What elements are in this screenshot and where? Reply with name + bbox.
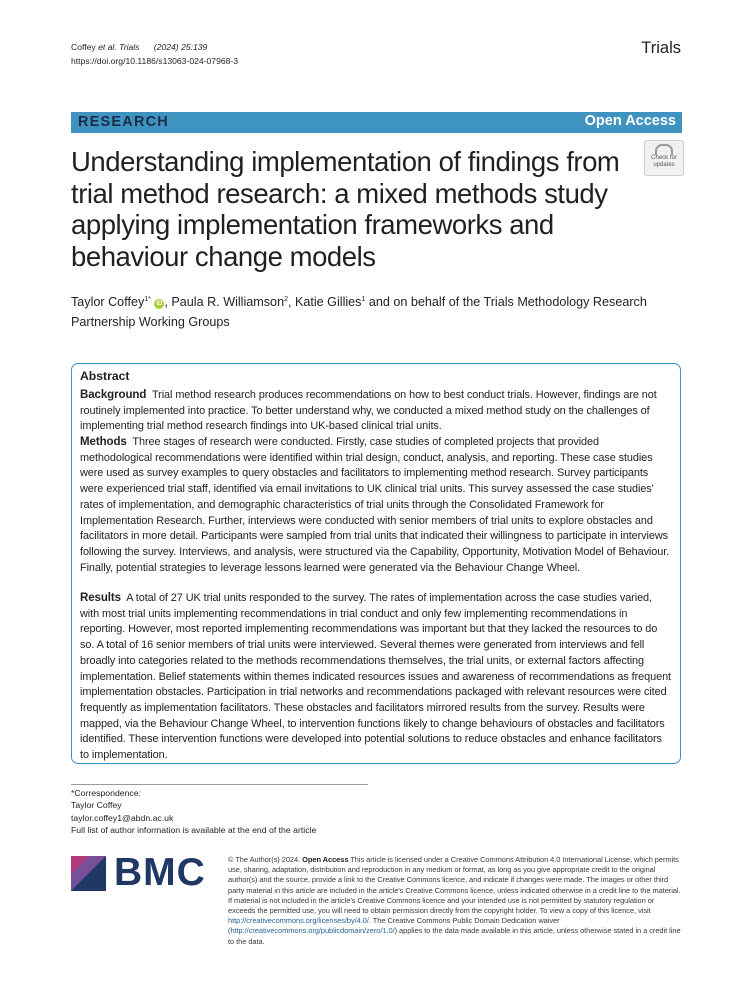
citation-journal: et al. Trials bbox=[98, 42, 140, 52]
citation-block bbox=[71, 41, 238, 68]
article-type-label: RESEARCH bbox=[78, 114, 169, 130]
author-name[interactable]: Taylor Coffey bbox=[71, 295, 145, 310]
license-body-3: ) applies to the data made available in this article, unless otherwise stated in a credit line to the data. bbox=[228, 926, 681, 946]
author-affiliation: 1* bbox=[144, 296, 151, 303]
check-for-updates-badge[interactable] bbox=[644, 140, 684, 176]
abstract-methods bbox=[80, 435, 672, 576]
correspondence-name: Taylor Coffey bbox=[71, 800, 122, 811]
check-updates-line2: updates bbox=[653, 162, 675, 168]
methods-text: Three stages of research were conducted. Firstly, case studies of completed projects that provided methodological recommendations were identified within trial design, conduct, analysis, and reporting. These case studies were used as survey examples to query obstacles and facilitators to implementing method research. Survey participants were experienced trial staff, identified via email invitations to UK clinical trial units. This survey assessed the case studies' rates of implementation, and demographic characteristics of trial units through the Consolidated Framework for Implementation Research. Further, interviews were conducted with senior members of trial units to explore obstacles and facilitators in more detail. Participants were sampled from trial units that indicated their willingness to participate in interviews following the survey. Interviews, and analysis, were structured via the Capability, Opportunity, Motivation Model of Behaviour. Finally, potential strategies to leverage lessons learned were generated via the Behaviour Change Wheel. bbox=[80, 436, 670, 574]
license-body: This article is licensed under a Creative Commons Attribution 4.0 International License, which permits use, sharing, adaptation, distribution and reproduction in any medium or format, as long as you give appropriate credit to the original author(s) and the source, provide a link to the Creative Commons licence, and indicate if changes were made. The images or other third party material in this article are included in the article's Creative Commons licence, unless indicated otherwise in a credit line to the material. If material is not included in the article's Creative Commons licence and your intended use is not permitted by statutory regulation or exceeds the permitted use, you will need to obtain permission directly from the copyright holder. To view a copy of this licence, visit bbox=[228, 855, 681, 916]
open-access-label: Open Access bbox=[584, 113, 676, 129]
doi-link[interactable]: https://doi.org/10.1186/s13063-024-07968-3 bbox=[71, 55, 239, 66]
methods-label: Methods bbox=[80, 436, 127, 448]
article-title: Understanding implementation of findings from trial method research: a mixed methods study applying implementation frameworks and behaviour change models bbox=[71, 146, 620, 272]
background-text: Trial method research produces recommendations on how to best conduct trials. However, findings are not routinely implemented into practice. To better understand why, we conducted a mixed method study on the challenges of implementing trial method research findings into UK-based clinical trial units. bbox=[80, 389, 657, 433]
abstract-background bbox=[80, 388, 672, 435]
abstract-heading: Abstract bbox=[80, 369, 130, 383]
citation-line bbox=[71, 41, 238, 55]
footnote-divider bbox=[71, 784, 368, 785]
author-group: and on behalf of the Trials Methodology Research Partnership Working Groups bbox=[71, 295, 647, 329]
bmc-logo-text: BMC bbox=[114, 851, 206, 894]
check-updates-icon bbox=[655, 144, 673, 155]
license-link-cc0[interactable]: http://creativecommons.org/publicdomain/zero/1.0/ bbox=[230, 926, 395, 936]
results-text: A total of 27 UK trial units responded to the survey. The rates of implementation across the case studies varied, with most trial units implementing recommendations in trial conduct and only few implementing recommendations in reporting. However, most reported implementing recommendations was important but that they lacked the resources to do so. A total of 16 senior members of trial units were interviewed. Several themes were generated from interviews and fell broadly into categories related to the methods recommendations themselves, the trial units, or external factors affecting implementation. Belief statements within themes indicated resources issues and awareness of recommendations as frequent implementation obstacles. Participation in trial networks and recommendations packaged with relevant resources were cited frequently as implementation facilitators. These obstacles and facilitators mirrored results from the survey. Results were mapped, via the Behaviour Change Wheel, to intervention functions likely to change behaviours of obstacles and facilitators identified. These intervention functions were developed into potential solutions to reduce obstacles and enhance facilitators to implementation. bbox=[80, 592, 671, 762]
abstract-results bbox=[80, 591, 672, 764]
author-affiliation: 1 bbox=[361, 296, 366, 303]
author-name[interactable]: , Katie Gillies bbox=[287, 295, 362, 310]
author-affiliation: 2 bbox=[284, 296, 288, 303]
journal-name: Trials bbox=[641, 39, 681, 57]
citation-authors: Coffey bbox=[71, 42, 99, 52]
license-link-cc-by[interactable]: http://creativecommons.org/licenses/by/4.0/ bbox=[228, 916, 369, 926]
background-label: Background bbox=[80, 389, 147, 401]
results-label: Results bbox=[80, 592, 121, 604]
bmc-logo bbox=[71, 851, 211, 894]
license-body-2: . The Creative Commons Public Domain Dedication waiver ( bbox=[228, 916, 560, 936]
bmc-logo-icon bbox=[71, 856, 106, 891]
correspondence-label: *Correspondence: bbox=[71, 788, 142, 798]
orcid-icon[interactable]: iD bbox=[156, 301, 163, 308]
article-type-banner bbox=[71, 112, 682, 133]
author-name[interactable]: , Paula R. Williamson bbox=[164, 295, 285, 310]
author-info-note: Full list of author information is available at the end of the article bbox=[71, 824, 317, 835]
citation-year: (2024) 25:139 bbox=[153, 42, 208, 52]
license-copyright: © The Author(s) 2024. bbox=[228, 855, 303, 864]
check-updates-line1: Check for bbox=[651, 155, 677, 161]
correspondence-block bbox=[71, 787, 316, 836]
author-list bbox=[71, 290, 681, 332]
license-open-access: Open Access bbox=[302, 855, 349, 864]
correspondence-email[interactable]: taylor.coffey1@abdn.ac.uk bbox=[71, 812, 174, 823]
license-text bbox=[228, 855, 682, 947]
